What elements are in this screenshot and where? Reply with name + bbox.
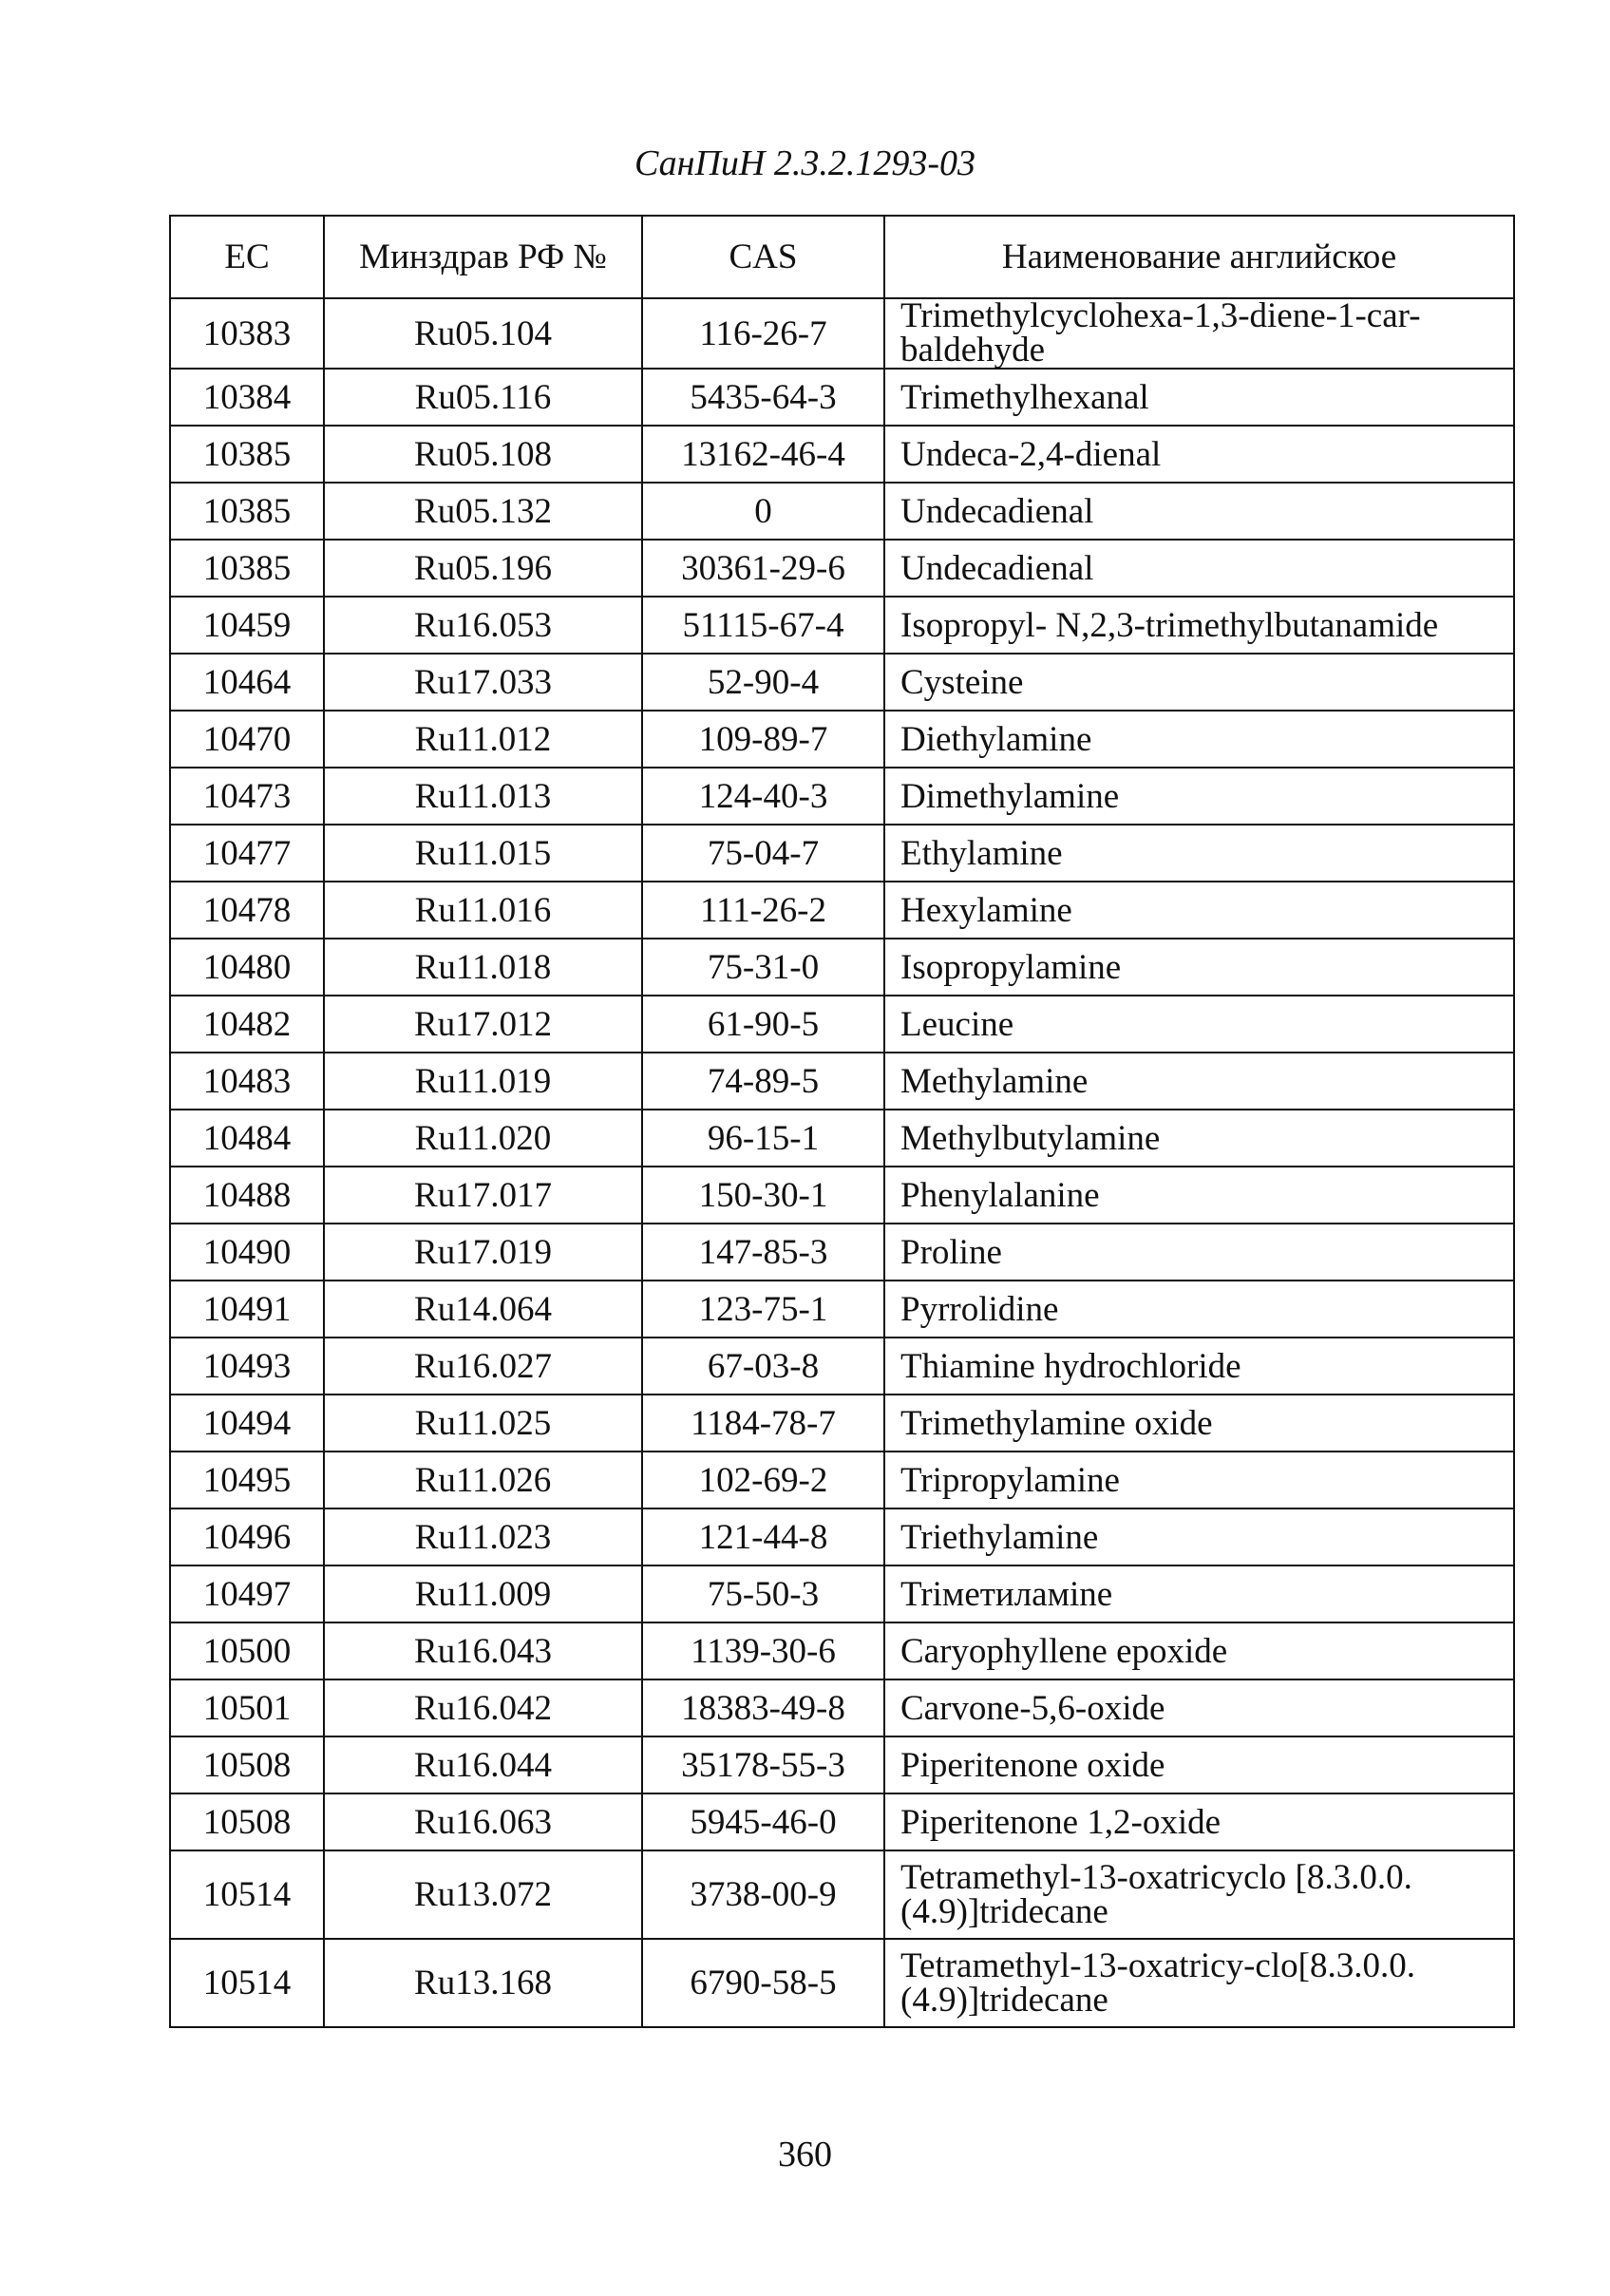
- cell-ec: 10497: [170, 1565, 324, 1622]
- table-row: [170, 939, 1514, 996]
- cell-ec: 10482: [170, 996, 324, 1053]
- table-row: [170, 825, 1514, 882]
- cell-name: Dimethylamine: [884, 768, 1514, 825]
- cell-name: [884, 298, 1514, 369]
- cell-cas: 13162-46-4: [642, 426, 884, 483]
- cell-minzdrav: Ru05.108: [324, 426, 642, 483]
- ingredients-table: [169, 215, 1515, 2028]
- cell-ec: 10470: [170, 711, 324, 768]
- cell-name: Phenylalanine: [884, 1167, 1514, 1224]
- cell-ec: 10508: [170, 1736, 324, 1793]
- cell-minzdrav: Ru17.012: [324, 996, 642, 1053]
- cell-ec: 10477: [170, 825, 324, 882]
- cell-cas: 18383-49-8: [642, 1679, 884, 1736]
- cell-name-text: Tetramethyl-13-oxatricyclo [8.3.0.0.(4.9)]tridecane: [900, 1857, 1412, 1931]
- cell-name: Isopropylamine: [884, 939, 1514, 996]
- table-row: [170, 1793, 1514, 1850]
- cell-name: Thiamine hydrochloride: [884, 1338, 1514, 1395]
- cell-cas: 0: [642, 483, 884, 540]
- table-row: [170, 540, 1514, 597]
- cell-cas: 1184-78-7: [642, 1395, 884, 1452]
- cell-minzdrav: Ru11.018: [324, 939, 642, 996]
- table-row: [170, 597, 1514, 654]
- cell-minzdrav: Ru11.015: [324, 825, 642, 882]
- cell-cas: 6790-58-5: [642, 1939, 884, 2027]
- cell-name: Trimethylamine oxide: [884, 1395, 1514, 1452]
- cell-name: Methylamine: [884, 1053, 1514, 1110]
- cell-ec: 10493: [170, 1338, 324, 1395]
- cell-name: Tripropylamine: [884, 1452, 1514, 1509]
- cell-name: Ethylamine: [884, 825, 1514, 882]
- cell-ec: 10508: [170, 1793, 324, 1850]
- table-row: [170, 654, 1514, 711]
- cell-ec: 10385: [170, 540, 324, 597]
- cell-ec: 10464: [170, 654, 324, 711]
- header-ec: ЕС: [170, 216, 324, 298]
- cell-minzdrav: Ru05.104: [324, 298, 642, 369]
- cell-minzdrav: Ru13.168: [324, 1939, 642, 2027]
- table-row: [170, 1452, 1514, 1509]
- cell-name: Hexylamine: [884, 882, 1514, 939]
- cell-ec: 10494: [170, 1395, 324, 1452]
- table-row: [170, 369, 1514, 426]
- cell-minzdrav: Ru16.027: [324, 1338, 642, 1395]
- cell-cas: 52-90-4: [642, 654, 884, 711]
- table-row: [170, 1395, 1514, 1452]
- table-row: [170, 882, 1514, 939]
- cell-name: Diethylamine: [884, 711, 1514, 768]
- cell-minzdrav: Ru05.132: [324, 483, 642, 540]
- cell-minzdrav: Ru17.033: [324, 654, 642, 711]
- cell-ec: 10500: [170, 1622, 324, 1679]
- cell-ec: 10384: [170, 369, 324, 426]
- table-header-row: [170, 216, 1514, 298]
- cell-ec: 10480: [170, 939, 324, 996]
- cell-minzdrav: Ru11.016: [324, 882, 642, 939]
- cell-cas: 147-85-3: [642, 1224, 884, 1281]
- cell-cas: 67-03-8: [642, 1338, 884, 1395]
- table-row: [170, 1053, 1514, 1110]
- cell-name: Trimethylhexanal: [884, 369, 1514, 426]
- table-row: [170, 298, 1514, 369]
- cell-cas: 75-50-3: [642, 1565, 884, 1622]
- cell-name: Leucine: [884, 996, 1514, 1053]
- cell-cas: 1139-30-6: [642, 1622, 884, 1679]
- table-row: [170, 426, 1514, 483]
- cell-ec: 10478: [170, 882, 324, 939]
- cell-name: Methylbutylamine: [884, 1110, 1514, 1167]
- cell-ec: 10495: [170, 1452, 324, 1509]
- cell-cas: 150-30-1: [642, 1167, 884, 1224]
- cell-name: Piperitenone 1,2-oxide: [884, 1793, 1514, 1850]
- table-row: [170, 1281, 1514, 1338]
- cell-cas: 116-26-7: [642, 298, 884, 369]
- table-row: [170, 1679, 1514, 1736]
- cell-minzdrav: Ru05.196: [324, 540, 642, 597]
- cell-minzdrav: Ru17.017: [324, 1167, 642, 1224]
- cell-ec: 10490: [170, 1224, 324, 1281]
- cell-name: Undeca-2,4-dienal: [884, 426, 1514, 483]
- cell-cas: 109-89-7: [642, 711, 884, 768]
- cell-minzdrav: Ru11.012: [324, 711, 642, 768]
- table-row: [170, 1622, 1514, 1679]
- cell-minzdrav: Ru11.009: [324, 1565, 642, 1622]
- cell-cas: 75-04-7: [642, 825, 884, 882]
- cell-cas: 51115-67-4: [642, 597, 884, 654]
- table-body: [170, 298, 1514, 2027]
- cell-name: Triethylamine: [884, 1509, 1514, 1565]
- header-name-english: Наименование английское: [884, 216, 1514, 298]
- cell-minzdrav: Ru05.116: [324, 369, 642, 426]
- cell-name: Undecadienal: [884, 540, 1514, 597]
- cell-cas: 3738-00-9: [642, 1850, 884, 1939]
- cell-name-text: Trimethylcyclohexa-1,3-diene-1-car-baldehyde: [900, 296, 1421, 370]
- cell-name: Pyrrolidine: [884, 1281, 1514, 1338]
- cell-name: [884, 1850, 1514, 1939]
- table-row: [170, 768, 1514, 825]
- cell-cas: 35178-55-3: [642, 1736, 884, 1793]
- header-minzdrav: Минздрав РФ №: [324, 216, 642, 298]
- cell-minzdrav: Ru11.025: [324, 1395, 642, 1452]
- cell-ec: 10459: [170, 597, 324, 654]
- table-row: [170, 1338, 1514, 1395]
- cell-minzdrav: Ru16.063: [324, 1793, 642, 1850]
- cell-minzdrav: Ru16.043: [324, 1622, 642, 1679]
- cell-cas: 75-31-0: [642, 939, 884, 996]
- cell-minzdrav: Ru16.053: [324, 597, 642, 654]
- table-row: [170, 1736, 1514, 1793]
- table-row: [170, 483, 1514, 540]
- cell-minzdrav: Ru17.019: [324, 1224, 642, 1281]
- cell-ec: 10385: [170, 483, 324, 540]
- table-row: [170, 1565, 1514, 1622]
- cell-name: Undecadienal: [884, 483, 1514, 540]
- cell-name: Caryophyllene epoxide: [884, 1622, 1514, 1679]
- table-row: [170, 1939, 1514, 2027]
- page-number: 360: [778, 2135, 832, 2174]
- table-row: [170, 1224, 1514, 1281]
- cell-name: Proline: [884, 1224, 1514, 1281]
- cell-ec: 10501: [170, 1679, 324, 1736]
- cell-cas: 124-40-3: [642, 768, 884, 825]
- cell-minzdrav: Ru11.013: [324, 768, 642, 825]
- cell-minzdrav: Ru13.072: [324, 1850, 642, 1939]
- cell-cas: 102-69-2: [642, 1452, 884, 1509]
- cell-name-text: Tetramethyl-13-oxatricy-clo[8.3.0.0.(4.9)]tridecane: [900, 1945, 1415, 2020]
- cell-ec: 10488: [170, 1167, 324, 1224]
- cell-minzdrav: Ru11.026: [324, 1452, 642, 1509]
- cell-minzdrav: Ru16.042: [324, 1679, 642, 1736]
- cell-ec: 10484: [170, 1110, 324, 1167]
- table-row: [170, 1509, 1514, 1565]
- cell-minzdrav: Ru11.023: [324, 1509, 642, 1565]
- cell-minzdrav: Ru16.044: [324, 1736, 642, 1793]
- cell-cas: 5945-46-0: [642, 1793, 884, 1850]
- cell-minzdrav: Ru11.020: [324, 1110, 642, 1167]
- table-row: [170, 1167, 1514, 1224]
- cell-cas: 96-15-1: [642, 1110, 884, 1167]
- cell-name: Cysteine: [884, 654, 1514, 711]
- table-row: [170, 996, 1514, 1053]
- table-row: [170, 1850, 1514, 1939]
- cell-cas: 61-90-5: [642, 996, 884, 1053]
- cell-cas: 5435-64-3: [642, 369, 884, 426]
- cell-minzdrav: Ru11.019: [324, 1053, 642, 1110]
- cell-name: Piperitenone oxide: [884, 1736, 1514, 1793]
- cell-ec: 10496: [170, 1509, 324, 1565]
- cell-minzdrav: Ru14.064: [324, 1281, 642, 1338]
- cell-ec: 10483: [170, 1053, 324, 1110]
- cell-cas: 121-44-8: [642, 1509, 884, 1565]
- cell-name: [884, 1939, 1514, 2027]
- cell-ec: 10383: [170, 298, 324, 369]
- table-row: [170, 1110, 1514, 1167]
- cell-ec: 10473: [170, 768, 324, 825]
- cell-ec: 10514: [170, 1939, 324, 2027]
- header-cas: CAS: [642, 216, 884, 298]
- cell-cas: 111-26-2: [642, 882, 884, 939]
- table-row: [170, 711, 1514, 768]
- cell-name: Carvone-5,6-oxide: [884, 1679, 1514, 1736]
- running-head: СанПиН 2.3.2.1293-03: [635, 143, 975, 183]
- cell-ec: 10385: [170, 426, 324, 483]
- cell-cas: 30361-29-6: [642, 540, 884, 597]
- cell-cas: 74-89-5: [642, 1053, 884, 1110]
- cell-ec: 10514: [170, 1850, 324, 1939]
- cell-name: Isopropyl- N,2,3-trimethylbutanamide: [884, 597, 1514, 654]
- cell-cas: 123-75-1: [642, 1281, 884, 1338]
- cell-name: Triметиламine: [884, 1565, 1514, 1622]
- cell-ec: 10491: [170, 1281, 324, 1338]
